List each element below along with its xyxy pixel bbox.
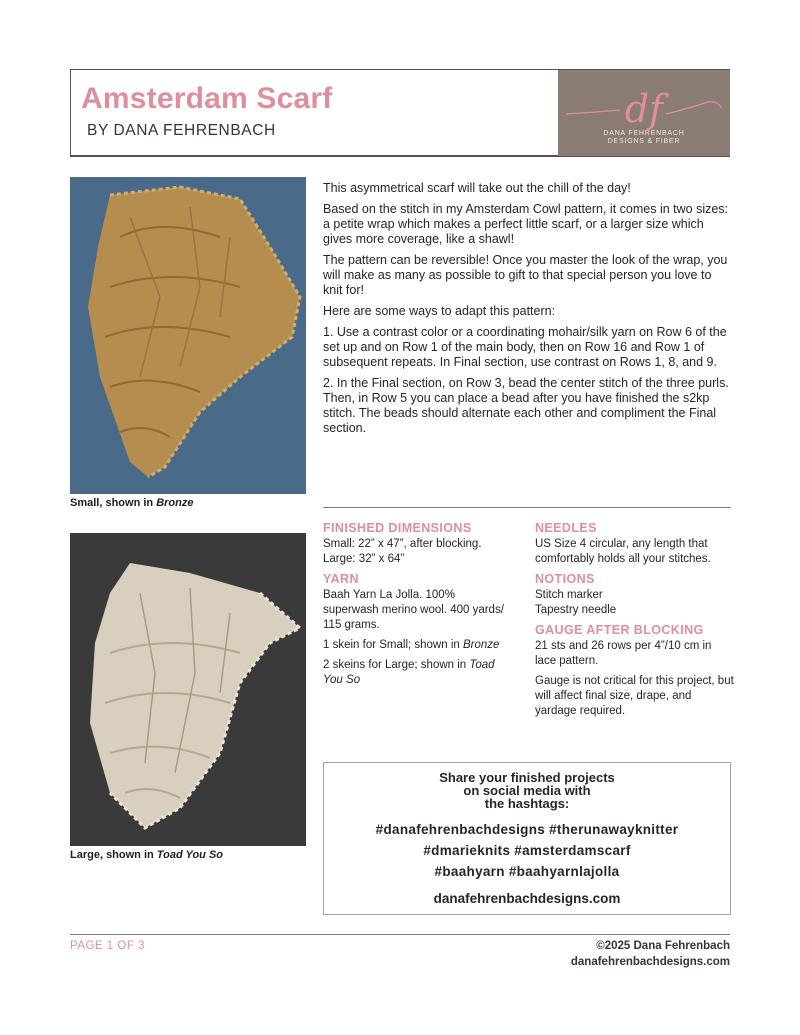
page-title: Amsterdam Scarf: [81, 82, 333, 115]
notion-item: Stitch marker: [535, 589, 603, 601]
scarf-toad-you-so-image: [70, 533, 306, 846]
intro-paragraph: Here are some ways to adapt this pattern:: [323, 304, 556, 318]
scarf-bronze-image: [70, 177, 306, 494]
yarn-heading: YARN: [323, 572, 359, 586]
notions-heading: NOTIONS: [535, 572, 595, 586]
yarn-small-amount: 1 skein for Small; shown in Bronze: [323, 639, 500, 651]
gauge-text: 21 sts and 26 rows per 4”/10 cm in lace pattern.: [535, 640, 712, 667]
finished-dimensions-heading: FINISHED DIMENSIONS: [323, 521, 472, 535]
author-byline: BY DANA FEHRENBACH: [87, 122, 276, 139]
footer-website-link[interactable]: danafehrenbachdesigns.com: [570, 956, 730, 968]
intro-paragraph: This asymmetrical scarf will take out the chill of the day!: [323, 181, 631, 195]
logo-monogram: df: [624, 87, 664, 131]
intro-paragraph: 1. Use a contrast color or a coordinating mohair/silk yarn on Row 6 of the set up and on Row 1 of the main body, then on Row 16 and Row 1 of subsequent repeats. In Final section, use contrast on Rows 1, 8, and 9.: [323, 325, 727, 369]
footer-divider: [70, 934, 730, 935]
copyright-text: ©2025 Dana Fehrenbach: [596, 940, 730, 952]
yarn-description: Baah Yarn La Jolla. 100% superwash merino wool. 400 yards/ 115 grams.: [323, 589, 504, 631]
intro-paragraph: Based on the stitch in my Amsterdam Cowl pattern, it comes in two sizes: a petite wrap which makes a perfect little scarf, or a larger size which gives more coverage, like a shawl!: [323, 202, 729, 246]
hashtag-line: #danafehrenbachdesigns #therunawayknitter: [375, 822, 679, 837]
share-title-line: the hashtags:: [484, 796, 570, 811]
photo-caption-small: Small, shown in Bronze: [70, 497, 194, 509]
needles-text: US Size 4 circular, any length that comfortably holds all your stitches.: [535, 538, 711, 565]
section-divider: [323, 507, 731, 508]
hashtag-line: #baahyarn #baahyarnlajolla: [434, 864, 620, 879]
intro-paragraph: The pattern can be reversible! Once you master the look of the wrap, you will make as many as possible to gift to that special person you love to knit for!: [323, 253, 728, 297]
page-number: PAGE 1 OF 3: [70, 940, 145, 952]
share-title-line: Share your finished projects: [439, 770, 615, 785]
share-website-link[interactable]: danafehrenbachdesigns.com: [433, 891, 621, 906]
scarf-photo-small: [70, 177, 306, 494]
gauge-note: Gauge is not critical for this project, but will affect final size, drape, and yardage required.: [535, 675, 734, 717]
title-header: [70, 69, 730, 157]
footer-credits: [571, 938, 730, 970]
share-title-line: on social media with: [463, 783, 591, 798]
needles-heading: NEEDLES: [535, 521, 597, 535]
dimension-large: Large: 32” x 64”: [323, 553, 405, 565]
specs-right-column: [535, 521, 735, 724]
dimension-small: Small: 22” x 47”, after blocking.: [323, 538, 482, 550]
brand-logo: [558, 70, 730, 156]
logo-line2: DESIGNS & FIBER: [607, 138, 681, 145]
notion-item: Tapestry needle: [535, 604, 617, 616]
yarn-large-amount: 2 skeins for Large; shown in Toad You So: [323, 659, 495, 686]
hashtag-line: #dmarieknits #amsterdamscarf: [423, 843, 631, 858]
intro-text: [323, 181, 733, 442]
gauge-heading: GAUGE AFTER BLOCKING: [535, 623, 704, 637]
photo-caption-large: Large, shown in Toad You So: [70, 849, 224, 861]
intro-paragraph: 2. In the Final section, on Row 3, bead the center stitch of the three purls. Then, in Row 5 you can place a bead after you have finished the s2kp stitch. The beads should alternate each other and compliment the Final section.: [323, 376, 729, 435]
specs-left-column: [323, 521, 513, 693]
logo-line1: DANA FEHRENBACH: [603, 130, 685, 137]
share-hashtags-box: [323, 762, 731, 915]
scarf-photo-large: [70, 533, 306, 846]
